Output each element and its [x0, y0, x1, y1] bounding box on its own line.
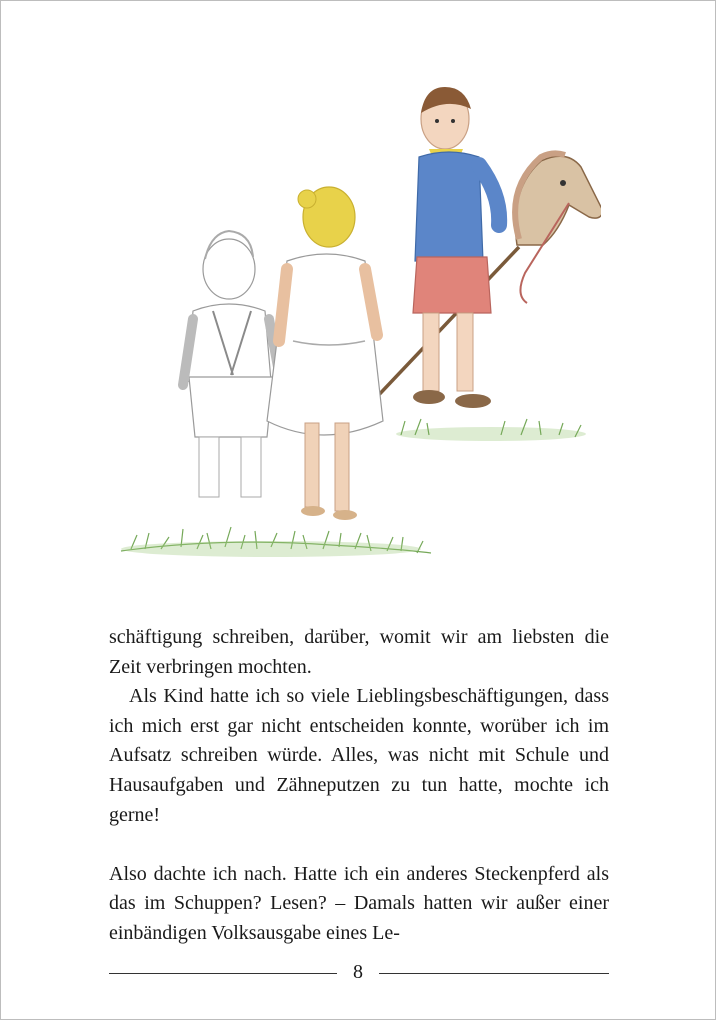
page-number: 8 — [353, 961, 363, 983]
footer-rule-left — [109, 973, 337, 974]
hobby-horse-head — [515, 153, 601, 303]
paragraph-hobbies: Als Kind hatte ich so viele Lieblingsbeschäftigungen, dass ich mich erst gar nicht entscheiden konnte, worüber ich im Aufsatz schreiben würde. Alles, was nicht mit Schule und Hausaufgaben und Zähneputzen zu tun hatte, mochte ich gerne! — [109, 685, 609, 826]
boy-right-figure — [413, 87, 499, 408]
footer-rule-right — [379, 973, 609, 974]
boy-left-figure — [183, 231, 281, 497]
grass-patch-right — [396, 419, 586, 441]
grass-patch-left — [121, 527, 431, 557]
girl-figure — [267, 187, 383, 520]
page-footer — [109, 959, 609, 989]
body-text — [109, 623, 609, 949]
paragraph-continuation: schäftigung schreiben, darüber, womit wir am liebsten die Zeit verbringen mochten. — [109, 626, 609, 678]
children-hobby-horse-illustration — [101, 79, 601, 579]
paragraph-reflection: Also dachte ich nach. Hatte ich ein anderes Steckenpferd als das im Schuppen? Lesen? – Damals hatten wir außer einer einbändigen Volksausgabe eines Le- — [109, 862, 609, 944]
